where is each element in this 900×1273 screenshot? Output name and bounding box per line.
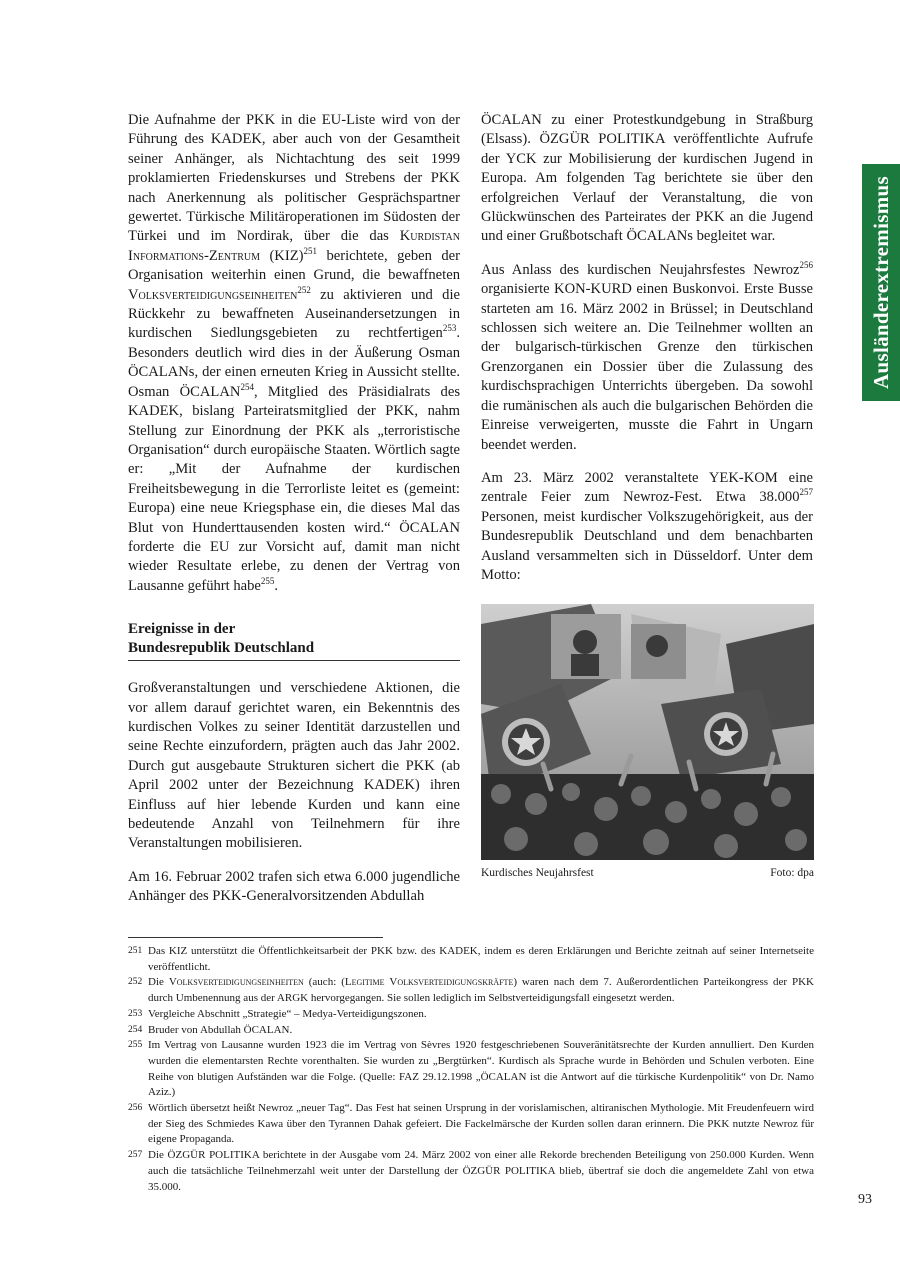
- paragraph-events: Großveranstaltungen und verschiedene Aktionen, die vor allem darauf gerichtet waren, ein Bekenntnis des kurdischen Volkes zu seiner Identität darzustellen und seine Rechte einzufordern, prägten auch das Jahr 2002. Durch gut ausgebaute Strukturen sichert die PKK (ab April 2002 unter der Bezeichnung KADEK) ihren Einfluss auf hier lebende Kurden und kann eine bedeutende Anzahl von Teilnehmern für ihre Veranstaltungen mobilisieren.: [128, 680, 460, 852]
- footnote-252: 252 Die Volksverteidigungseinheiten (auch: (Legitime Volksverteidigungskräfte) waren nach dem 7. Außerordentlichen Parteikongress der PKK durch Umbenennung aus der ARGK hervorgegangen. Sie sollen lediglich im Selbstverteidigungsfall eingesetzt werden.: [128, 976, 815, 1005]
- footnote-257: 257 Die ÖZGÜR POLITIKA berichtete in der Ausgabe vom 24. März 2002 von einer alle Rekorde brechenden Beteiligung von 250.000 Kurden. Wenn auch die tatsächliche Teilnehmerzahl weit unter der Darstellung der ÖZGÜR POLITIKA blieb, übertraf sie doch die angemeldete Zahl von etwa 35.000.: [128, 1149, 814, 1193]
- footnote-ref-257: 257: [799, 487, 813, 498]
- footnote-251: 251 Das KIZ unterstützt die Öffentlichkeitsarbeit der PKK bzw. des KADEK, indem es deren Erklärungen und Berichte zeitnah auf seiner Internetseite veröffentlicht.: [128, 945, 814, 973]
- footnote-256: 256 Wörtlich übersetzt heißt Newroz „neuer Tag“. Das Fest hat seinen Ursprung in der vorislamischen, altiranischen Mythologie. Mit Freudenfeuern wird der Sieg des Schmiedes Kawa über den Tyrannen Dahak gefeiert. Die Fackelmärsche der Kurden sollen daran erinnern. Die PKK nutzte Newroz für eigene Propaganda.: [128, 1102, 814, 1146]
- photo-illustration: [481, 604, 814, 860]
- left-text-column: [128, 111, 460, 921]
- photo-caption-text: Kurdisches Neujahrsfest: [481, 867, 594, 879]
- footnote-ref-251: 251: [303, 245, 317, 256]
- paragraph-newroz-bus: Aus Anlass des kurdischen Neujahrsfestes Newroz$^{256}$ organisierte KON-KURD einen Buskonvoi. Erste Busse starteten am 16. März 2002 in Brüssel; in Deutschland schlossen sich weitere an. Die Teilnehmer wollten an der bulgarisch-türkischen Grenze den türkischen Grenzorganen ein Dossier über die Zulassung des kurdischsprachigen Unterrichts übergeben. Da sowohl die rumänischen als auch die bulgarischen Behörden die Einreise verweigerten, musste die Fahrt in Ungarn beendet werden.: [481, 259, 813, 453]
- chapter-side-tab: [862, 164, 900, 401]
- footnote-253: 253 Vergleiche Abschnitt „Strategie“ – Medya-Verteidigungszonen.: [128, 1007, 427, 1020]
- footnote-ref-252: 252: [297, 284, 311, 295]
- paragraph-eu-list: Die Aufnahme der PKK in die EU-Liste wird von der Führung des KADEK, aber auch von der Gesamtheit seiner Anhänger, als Nichtachtung des seit 1999 proklamierten Friedenskurses und Strebens der PKK nach Anerkennung als politischer Gesprächspartner gewertet. Türkische Militäroperationen im Südosten der Türkei und im Nordirak, über die das Kurdistan Informations-Zentrum (KIZ)$^{251}$ berichtete, geben der Organisation weiterhin einen Grund, die bewaffneten Volksverteidigungseinheiten$^{252}$ zu aktivieren und die Rückkehr zu bewaffneten Auseinandersetzungen in kurdischen Siedlungsgebieten zu rechtfertigen$^{253}$. Besonders deutlich wird dies in der Äußerung Osman ÖCALANs, der einen erneuten Krieg in Aussicht stellte. Osman ÖCALAN$^{254}$, Mitglied des Präsidialrats des KADEK, bislang Parteiratsmitglied der PKK, nahm Stellung zur Einordnung der PKK als „terroristische Organisation“ durch europäische Staaten. Wörtlich sagte er: „Mit der Aufnahme der kurdischen Freiheitsbewegung in die Terrorliste leitet es (gemeint: Europa) eine neue Kriegsphase ein, die dieses Mal das Blut von Hunderttausenden kosten wird.“ ÖCALAN forderte die EU zur Vorsicht auf, damit man nicht wieder Resultate erlebe, zu denen der Vertrag von Lausanne geführt habe$^{255}$.: [128, 112, 460, 594]
- footnote-ref-253: 253: [442, 323, 457, 334]
- section-heading: Ereignisse in der Bundesrepublik Deutschland: [128, 620, 460, 661]
- photo-credit: Foto: dpa: [770, 867, 814, 879]
- right-text-column: [481, 111, 813, 599]
- footnote-ref-254: 254: [240, 381, 254, 392]
- footnote-ref-256: 256: [799, 259, 813, 270]
- chapter-side-tab-label: Ausländerextremismus: [868, 176, 893, 389]
- paragraph-duesseldorf: Am 23. März 2002 veranstaltete YEK-KOM eine zentrale Feier zum Newroz-Fest. Etwa 38.000$^{257}$ Personen, meist kurdischer Volkszugehörigkeit, aus der Bundesrepublik Deutschland und dem benachbarten Ausland versammelten sich in Düsseldorf. Unter dem Motto:: [481, 469, 813, 583]
- newroz-photo: [481, 604, 814, 860]
- footnote-ref-255: 255: [260, 575, 275, 586]
- footnote-255: 255 Im Vertrag von Lausanne wurden 1923 die im Vertrag von Sèvres 1920 festgeschriebenen Souveränitätsrechte der Kurden annulliert. Den Kurden wurden die elementarsten Rechte vorenthalten. Sie wurden zu „Bergtürken“. Kurdisch als Sprache wurde in Behörden und Schulen verboten. Eine Reihe von blutigen Aufständen war die Folge. (Quelle: FAZ 29.12.1998 „ÖCALAN ist die Antwort auf die türkische Kurdenpolitik“ von Dr. Namo Aziz.): [128, 1039, 814, 1099]
- paragraph-strassburg: ÖCALAN zu einer Protestkundgebung in Straßburg (Elsass). ÖZGÜR POLITIKA veröffentlichte Aufrufe der YCK zur Mobilisierung der kurdischen Jugend in Europa. Am folgenden Tag berichtete sie über den erfolgreichen Verlauf der Veranstaltung, die von Glückwünschen des Parteirates der PKK an die Jugend und einer Grußbotschaft ÖCALANs begleitet war.: [481, 112, 813, 245]
- photo-caption: [481, 867, 814, 879]
- footnote-divider: [128, 937, 383, 938]
- page-number: 93: [858, 1192, 872, 1207]
- paragraph-february: Am 16. Februar 2002 trafen sich etwa 6.000 jugendliche Anhänger des PKK-Generalvorsitzenden Abdullah: [128, 868, 460, 905]
- footnotes: [128, 944, 814, 1195]
- footnote-254: 254 Bruder von Abdullah ÖCALAN.: [128, 1023, 293, 1036]
